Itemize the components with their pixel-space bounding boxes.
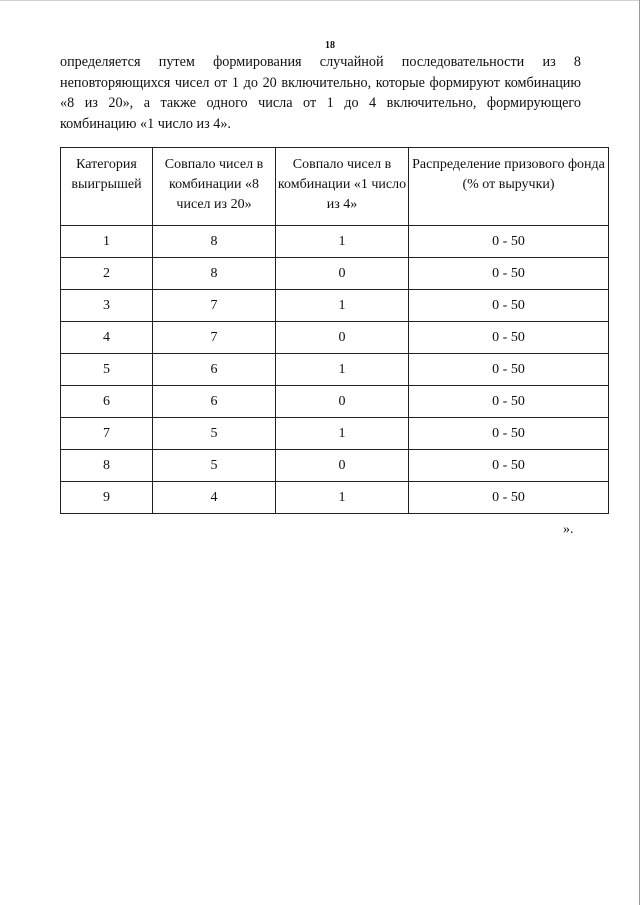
paragraph-line: неповторяющихся чисел от 1 до 20 включительно, которые формируют комбинацию xyxy=(60,74,581,91)
header-match-1-of-4: Совпало чисел в комбинации «1 число из 4» xyxy=(276,148,409,226)
table-body xyxy=(61,226,609,514)
cell-match-8-of-20: 5 xyxy=(153,418,276,450)
cell-prize-share: 0 - 50 xyxy=(409,482,609,514)
cell-prize-share: 0 - 50 xyxy=(409,226,609,258)
header-category: Категория выигрышей xyxy=(61,148,153,226)
cell-match-8-of-20: 7 xyxy=(153,290,276,322)
cell-match-1-of-4: 1 xyxy=(276,482,409,514)
cell-match-1-of-4: 0 xyxy=(276,450,409,482)
cell-match-8-of-20: 8 xyxy=(153,226,276,258)
cell-category: 2 xyxy=(61,258,153,290)
cell-category: 6 xyxy=(61,386,153,418)
cell-match-8-of-20: 5 xyxy=(153,450,276,482)
table-row xyxy=(61,386,609,418)
cell-prize-share: 0 - 50 xyxy=(409,354,609,386)
cell-match-1-of-4: 0 xyxy=(276,386,409,418)
cell-match-1-of-4: 0 xyxy=(276,322,409,354)
paragraph-line: комбинацию «1 число из 4». xyxy=(60,115,231,132)
header-match-8-of-20: Совпало чисел в комбинации «8 чисел из 20» xyxy=(153,148,276,226)
table-row xyxy=(61,322,609,354)
table-row xyxy=(61,482,609,514)
cell-match-1-of-4: 1 xyxy=(276,226,409,258)
table-row xyxy=(61,418,609,450)
prize-distribution-table xyxy=(60,147,609,514)
cell-match-1-of-4: 1 xyxy=(276,290,409,322)
cell-match-1-of-4: 0 xyxy=(276,258,409,290)
cell-match-1-of-4: 1 xyxy=(276,418,409,450)
table-row xyxy=(61,290,609,322)
cell-category: 5 xyxy=(61,354,153,386)
cell-category: 7 xyxy=(61,418,153,450)
cell-match-8-of-20: 4 xyxy=(153,482,276,514)
table-row xyxy=(61,450,609,482)
cell-category: 3 xyxy=(61,290,153,322)
cell-category: 9 xyxy=(61,482,153,514)
page-border-top xyxy=(0,0,639,1)
table-row xyxy=(61,354,609,386)
cell-prize-share: 0 - 50 xyxy=(409,386,609,418)
table-row xyxy=(61,226,609,258)
cell-match-8-of-20: 8 xyxy=(153,258,276,290)
closing-quote: ». xyxy=(563,522,574,537)
table-header-row xyxy=(61,148,609,226)
cell-prize-share: 0 - 50 xyxy=(409,418,609,450)
header-prize-fund-share: Распределение призового фонда (% от выручки) xyxy=(409,148,609,226)
cell-prize-share: 0 - 50 xyxy=(409,450,609,482)
cell-category: 8 xyxy=(61,450,153,482)
page-number: 18 xyxy=(325,40,335,51)
paragraph-line: «8 из 20», а также одного числа от 1 до 4 включительно, формирующего xyxy=(60,95,581,111)
cell-category: 1 xyxy=(61,226,153,258)
body-paragraph xyxy=(60,52,581,134)
cell-prize-share: 0 - 50 xyxy=(409,290,609,322)
cell-match-1-of-4: 1 xyxy=(276,354,409,386)
cell-prize-share: 0 - 50 xyxy=(409,322,609,354)
paragraph-line: определяется путем формирования случайной последовательности из 8 xyxy=(60,54,581,70)
cell-match-8-of-20: 7 xyxy=(153,322,276,354)
cell-category: 4 xyxy=(61,322,153,354)
cell-prize-share: 0 - 50 xyxy=(409,258,609,290)
cell-match-8-of-20: 6 xyxy=(153,354,276,386)
cell-match-8-of-20: 6 xyxy=(153,386,276,418)
table-row xyxy=(61,258,609,290)
